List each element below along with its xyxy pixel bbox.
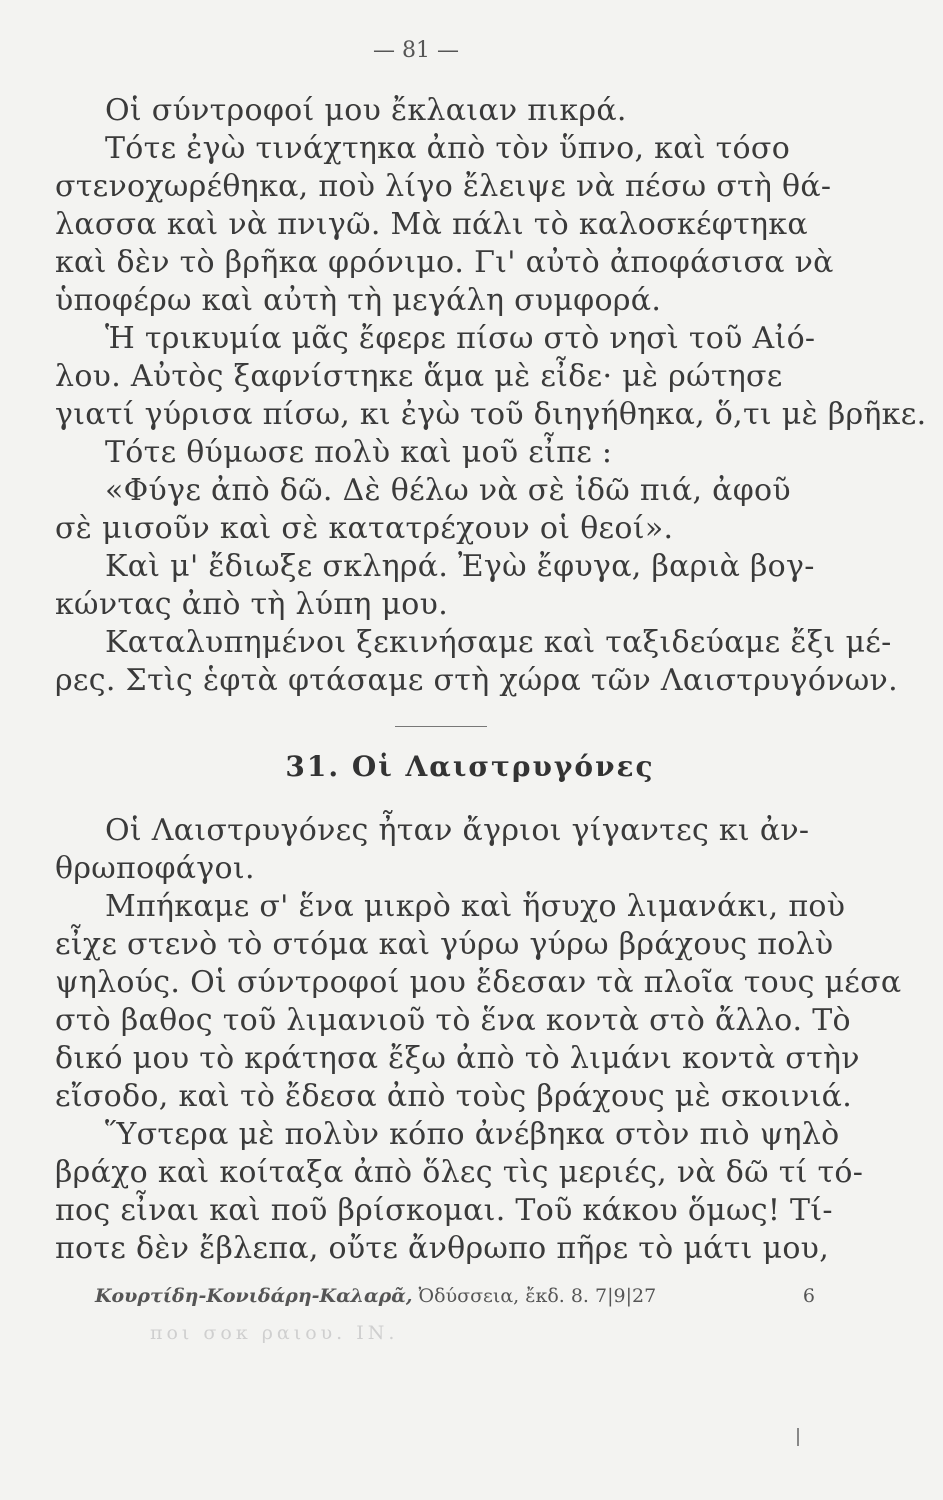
text-line: ψηλούς. Οἱ σύντροφοί μου ἔδεσαν τὰ πλοῖα τους μέσα: [55, 965, 902, 1000]
footer-title-edition: Ὀδύσσεια, ἔκδ. 8. 7|9|27: [418, 1285, 657, 1307]
text-line: πος εἶναι καὶ ποῦ βρίσκομαι. Τοῦ κάκου ὅμως! Τί-: [55, 1193, 833, 1228]
text-line: στενοχωρέθηκα, ποὺ λίγο ἔλειψε νὰ πέσω στὴ θά-: [55, 169, 832, 204]
text-line: ποτε δὲν ἔβλεπα, οὔτε ἄνθρωπο πῆρε τὸ μάτι μου,: [55, 1231, 830, 1266]
footer-sheet-number: 6: [802, 1285, 815, 1307]
page-number: — 81 —: [373, 38, 459, 63]
text-line: ὑποφέρω καὶ αὐτὴ τὴ μεγάλη συμφορά.: [55, 283, 662, 318]
text-line: δικό μου τὸ κράτησα ἔξω ἀπὸ τὸ λιμάνι κοντὰ στὴν: [55, 1041, 860, 1076]
text-line: Καταλυπημένοι ξεκινήσαμε καὶ ταξιδεύαμε ἔξι μέ-: [105, 625, 892, 660]
text-line: Τότε θύμωσε πολὺ καὶ μοῦ εἶπε :: [105, 435, 613, 470]
text-line: Μπήκαμε σ' ἕνα μικρὸ καὶ ἥσυχο λιμανάκι, ποὺ: [105, 889, 846, 924]
section-heading: 31. Οἱ Λαιστρυγόνες: [285, 750, 655, 783]
show-through-text: ποι σοκ ραιου. ΙΝ.: [150, 1322, 399, 1344]
text-line: γιατί γύρισα πίσω, κι ἐγὼ τοῦ διηγήθηκα, ὅ,τι μὲ βρῆκε.: [55, 397, 927, 432]
text-line: λασσα καὶ νὰ πνιγῶ. Μὰ πάλι τὸ καλοσκέφτηκα: [55, 207, 808, 242]
text-line: Καὶ μ' ἔδιωξε σκληρά. Ἐγὼ ἔφυγα, βαριὰ βογ-: [105, 549, 815, 584]
text-line: Οἱ σύντροφοί μου ἔκλαιαν πικρά.: [105, 93, 627, 128]
text-line: λου. Αὐτὸς ξαφνίστηκε ἅμα μὲ εἶδε· μὲ ρώτησε: [55, 359, 783, 394]
text-line: βράχο καὶ κοίταξα ἀπὸ ὅλες τὶς μεριές, νὰ δῶ τί τό-: [55, 1155, 864, 1190]
section-divider: [395, 726, 487, 727]
print-mark: [797, 1428, 799, 1446]
text-line: στὸ βαθος τοῦ λιμανιοῦ τὸ ἕνα κοντὰ στὸ ἄλλο. Τὸ: [55, 1003, 851, 1038]
text-line: ρες. Στὶς ἑφτὰ φτάσαμε στὴ χώρα τῶν Λαιστρυγόνων.: [55, 663, 898, 698]
text-line: σὲ μισοῦν καὶ σὲ κατατρέχουν οἱ θεοί».: [55, 511, 674, 546]
signature-footer: [95, 1285, 815, 1307]
text-line: «Φύγε ἀπὸ δῶ. Δὲ θέλω νὰ σὲ ἰδῶ πιά, ἀφοῦ: [105, 473, 791, 508]
text-line: Ὕστερα μὲ πολὺν κόπο ἀνέβηκα στὸν πιὸ ψηλὸ: [105, 1117, 840, 1152]
text-line: καὶ δὲν τὸ βρῆκα φρόνιμο. Γι' αὐτὸ ἀποφάσισα νὰ: [55, 245, 834, 280]
text-line: κώντας ἀπὸ τὴ λύπη μου.: [55, 587, 449, 622]
text-block-2: [55, 812, 902, 1268]
text-block-1: [55, 92, 927, 700]
text-line: θρωποφάγοι.: [55, 851, 255, 886]
text-line: Τότε ἐγὼ τινάχτηκα ἀπὸ τὸν ὕπνο, καὶ τόσο: [105, 131, 791, 166]
footer-author: Κουρτίδη-Κονιδάρη-Καλαρᾶ,: [95, 1285, 413, 1307]
text-line: εἶχε στενὸ τὸ στόμα καὶ γύρω γύρω βράχους πολὺ: [55, 927, 834, 962]
text-line: εἴσοδο, καὶ τὸ ἔδεσα ἀπὸ τοὺς βράχους μὲ σκοινιά.: [55, 1079, 853, 1114]
text-line: Οἱ Λαιστρυγόνες ἦταν ἄγριοι γίγαντες κι ἀν-: [105, 813, 810, 848]
text-line: Ἡ τρικυμία μᾶς ἔφερε πίσω στὸ νησὶ τοῦ Αἰό-: [105, 321, 816, 356]
